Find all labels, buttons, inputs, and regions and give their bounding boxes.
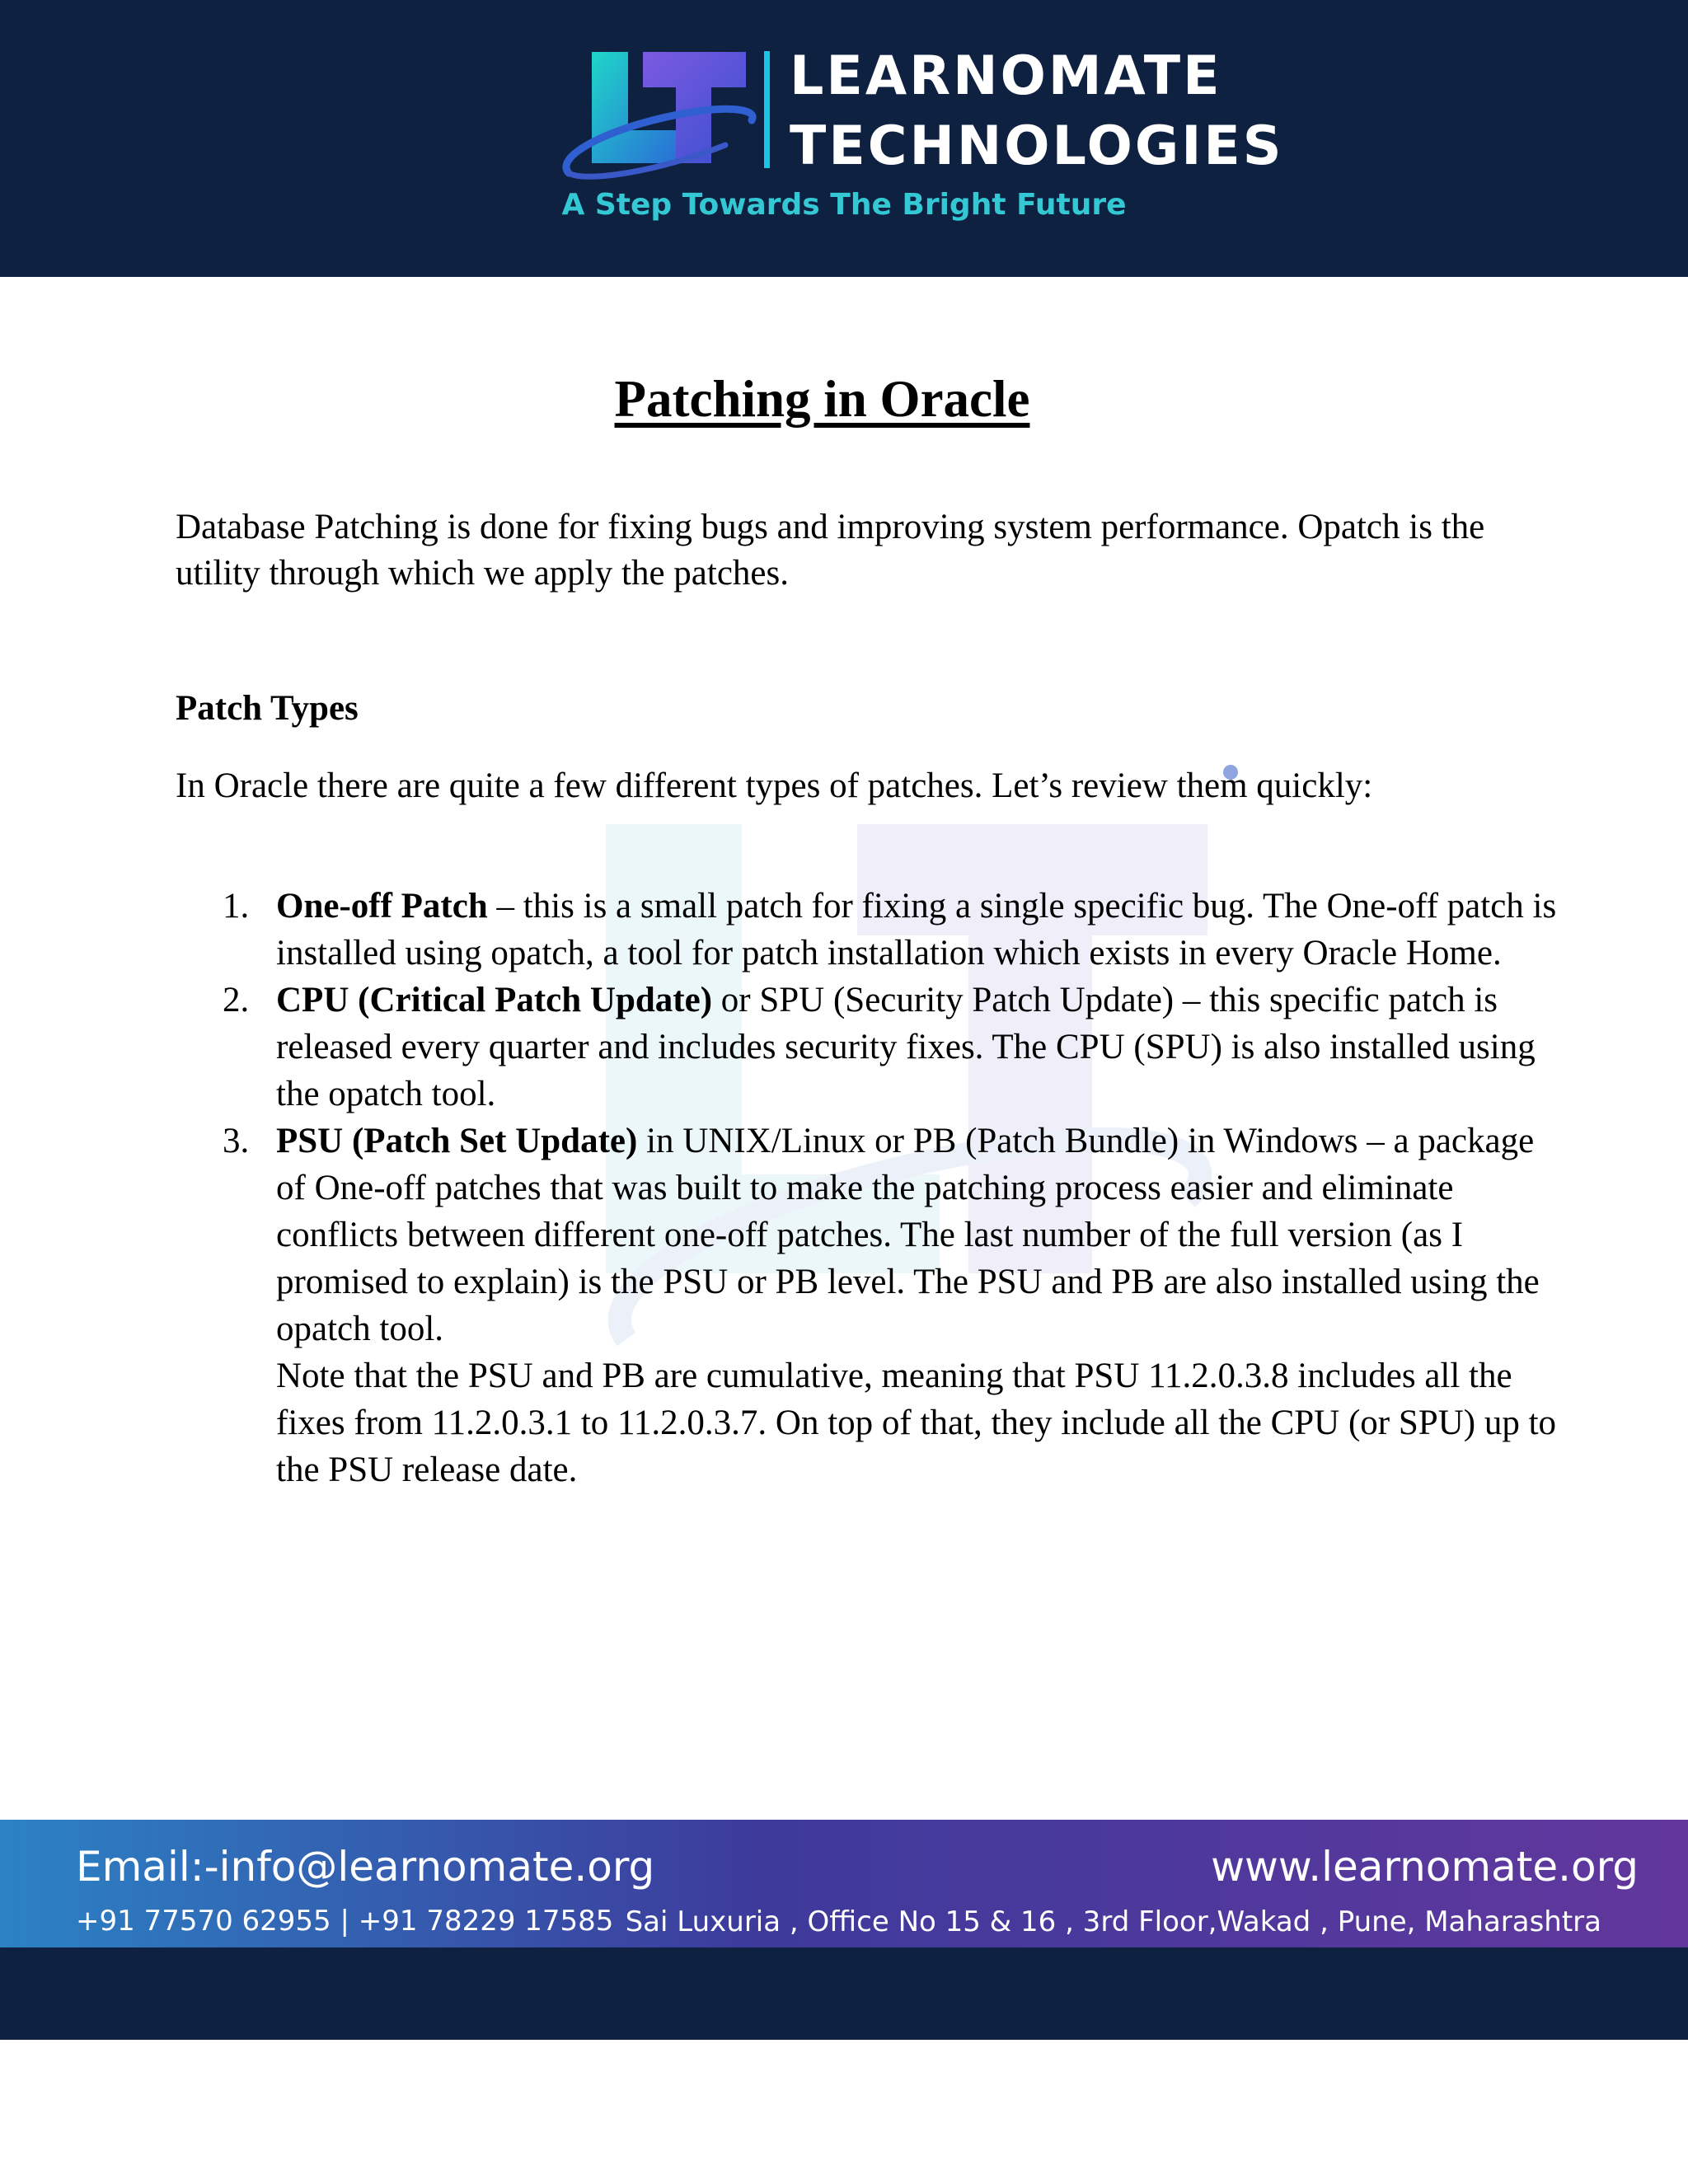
list-item-number: 1. [223, 887, 250, 926]
patch-types-list [0, 883, 1566, 1493]
footer-phones: +91 77570 62955 | +91 78229 17585 [76, 1905, 614, 1938]
brand-tagline: A Step Towards The Bright Future [561, 188, 1127, 222]
list-item-number: 3. [223, 1122, 250, 1160]
list-item [0, 977, 1566, 1118]
list-item-term: One-off Patch [276, 887, 488, 926]
footer-band [0, 1947, 1688, 2040]
section-intro-paragraph: In Oracle there are quite a few different types of patches. Let’s review them quickly: [176, 766, 1373, 805]
footer-address: Sai Luxuria , Office No 15 & 16 , 3rd Floor,Wakad , Pune, Maharashtra [625, 1905, 1601, 1938]
list-item-description: – this is a small patch for fixing a single specific bug. The One-off patch is installed using opatch, a tool for patch installation which exists in every Oracle Home. [276, 887, 1557, 972]
list-item-description: or SPU (Security Patch Update) – this specific patch is released every quarter and includes security fixes. The CPU (SPU) is also installed using the opatch tool. [276, 981, 1536, 1113]
footer-contact-bar [0, 1820, 1688, 1947]
list-item-number: 2. [223, 981, 250, 1019]
footer-website: www.learnomate.org [1211, 1843, 1639, 1891]
learnomate-logo-icon [560, 48, 758, 184]
footer-email: Email:-info@learnomate.org [76, 1843, 655, 1891]
intro-paragraph: Database Patching is done for fixing bugs and improving system performance. Opatch is the utility through which we apply the patches. [176, 508, 1485, 593]
brand-name-line1: LEARNOMATE [790, 45, 1222, 107]
list-item-term: CPU (Critical Patch Update) [276, 981, 713, 1019]
list-item [0, 883, 1566, 977]
list-item-term: PSU (Patch Set Update) [276, 1122, 638, 1160]
page-title: Patching in Oracle [614, 370, 1030, 428]
logo-divider [764, 51, 770, 168]
list-item [0, 1118, 1566, 1493]
list-item-note: Note that the PSU and PB are cumulative, meaning that PSU 11.2.0.3.8 includes all the fixes from 11.2.0.3.1 to 11.2.0.3.7. On top of that, they include all the CPU (or SPU) up to the PSU release date. [276, 1357, 1557, 1489]
header-banner [0, 0, 1688, 277]
section-heading: Patch Types [176, 689, 359, 728]
list-item-description: in UNIX/Linux or PB (Patch Bundle) in Windows – a package of One-off patches that was built to make the patching process easier and eliminate conflicts between different one-off patches. The last number of the full version (as I promised to explain) is the PSU or PB level. The PSU and PB are also installed using the opatch tool. [276, 1122, 1540, 1348]
brand-name-line2: TECHNOLOGIES [790, 115, 1284, 177]
